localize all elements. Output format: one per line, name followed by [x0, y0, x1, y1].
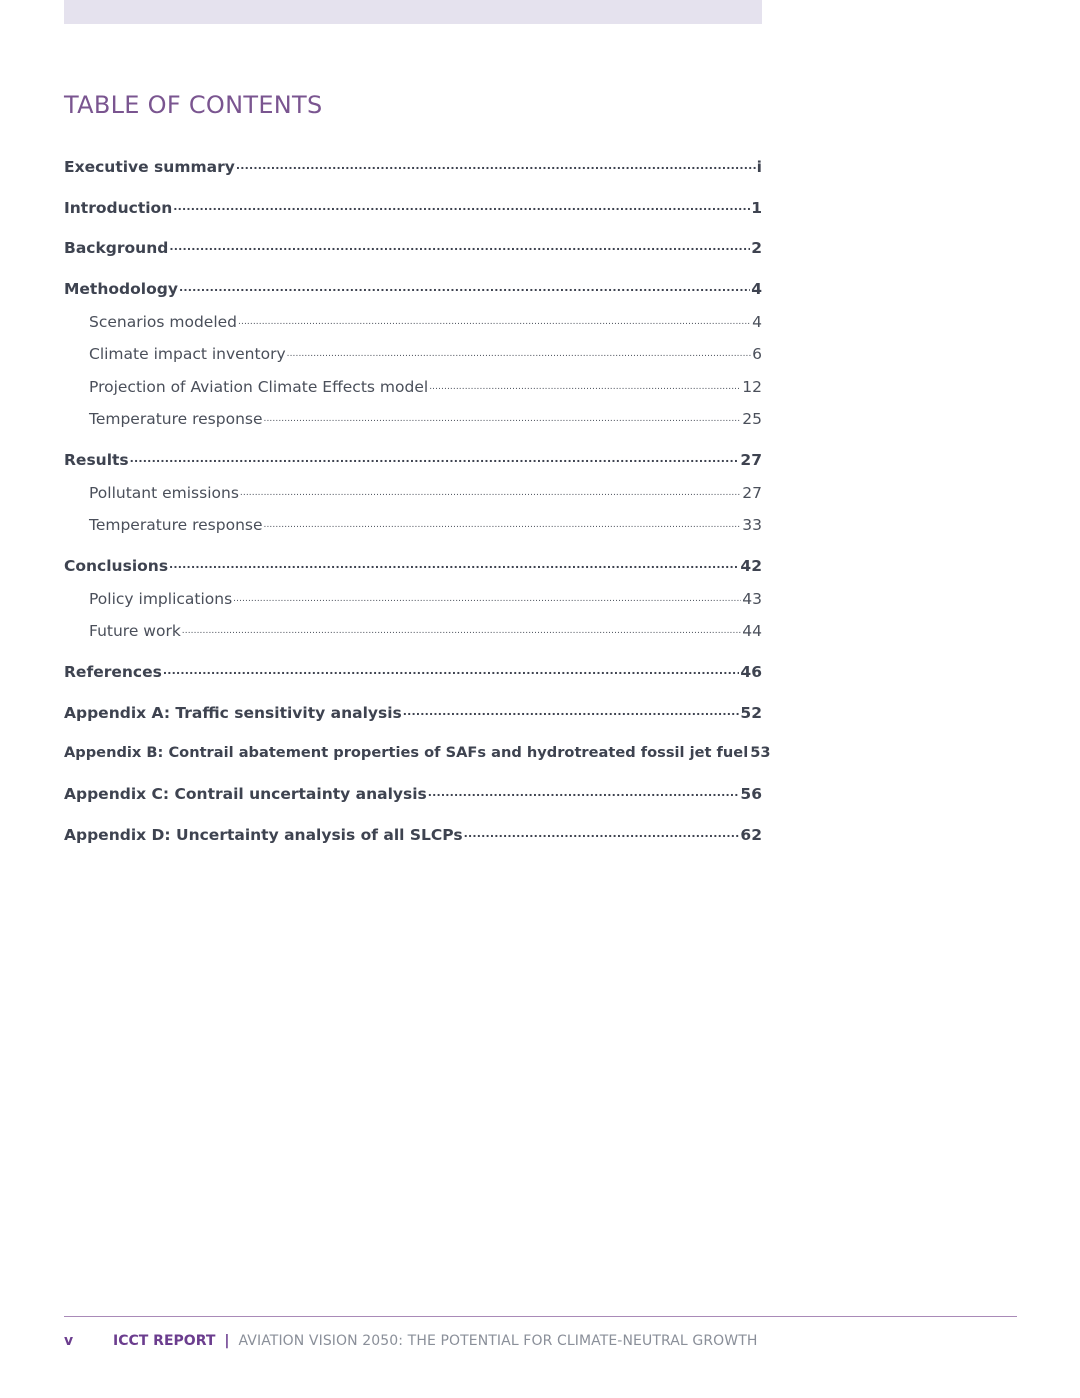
dot-leader — [264, 514, 742, 530]
dot-leader — [130, 449, 740, 465]
footer-separator: | — [224, 1333, 230, 1349]
dot-leader — [403, 702, 740, 718]
toc-entry-references[interactable] — [64, 661, 762, 681]
toc-subentry-aviation-climate-effects-model[interactable] — [89, 376, 762, 396]
dot-leader — [169, 237, 750, 253]
toc-entry-label: Appendix A: Traffic sensitivity analysis — [64, 703, 402, 722]
dot-leader — [233, 588, 741, 604]
dot-leader — [182, 620, 741, 636]
toc-entry-label: Policy implications — [89, 589, 233, 608]
toc-entry-executive-summary[interactable] — [64, 156, 762, 176]
toc-subentry-climate-impact-inventory[interactable] — [89, 343, 762, 363]
dot-leader — [238, 311, 751, 327]
toc-entry-label: Scenarios modeled — [89, 312, 238, 331]
toc-entry-label: Future work — [89, 621, 181, 640]
toc-subentry-policy-implications[interactable] — [89, 588, 762, 608]
toc-entry-page: 56 — [740, 784, 762, 803]
toc-entry-page: 4 — [751, 279, 762, 298]
toc-entry-page: 62 — [740, 825, 762, 844]
dot-leader — [179, 278, 750, 294]
toc-entry-page: i — [756, 157, 762, 176]
toc-entry-label: Methodology — [64, 279, 178, 298]
toc-subentry-future-work[interactable] — [89, 620, 762, 640]
dot-leader — [287, 343, 752, 359]
toc-entry-label: Conclusions — [64, 556, 169, 575]
toc-entry-conclusions[interactable] — [64, 555, 762, 575]
toc-entry-page: 12 — [742, 377, 762, 396]
toc-entry-label: Background — [64, 238, 169, 257]
toc-entry-introduction[interactable] — [64, 197, 762, 217]
dot-leader — [163, 661, 740, 677]
toc-subentry-temperature-response[interactable] — [89, 408, 762, 428]
toc-entry-label: Climate impact inventory — [89, 344, 286, 363]
toc-subentry-pollutant-emissions[interactable] — [89, 482, 762, 502]
dot-leader — [464, 824, 740, 840]
toc-entry-page: 53 — [750, 743, 771, 761]
toc-entry-page: 4 — [752, 312, 762, 331]
dot-leader — [236, 156, 756, 172]
toc-entry-page: 52 — [740, 703, 762, 722]
toc-entry-background[interactable] — [64, 237, 762, 257]
footer-page-number: v — [64, 1333, 74, 1349]
toc-entry-label: References — [64, 662, 162, 681]
toc-entry-appendix-a[interactable] — [64, 702, 762, 722]
toc-entry-page: 27 — [740, 450, 762, 469]
dot-leader — [173, 197, 750, 213]
toc-entry-appendix-c[interactable] — [64, 783, 762, 803]
toc-entry-page: 27 — [742, 483, 762, 502]
toc-entry-label: Executive summary — [64, 157, 235, 176]
toc-entry-page: 42 — [740, 556, 762, 575]
toc-heading: TABLE OF CONTENTS — [64, 91, 323, 119]
dot-leader — [169, 555, 739, 571]
toc-entry-page: 1 — [751, 198, 762, 217]
toc-entry-page: 33 — [742, 515, 762, 534]
toc-subentry-temperature-response[interactable] — [89, 514, 762, 534]
toc-entry-page: 25 — [742, 409, 762, 428]
page-footer — [64, 1333, 1017, 1349]
toc-entry-results[interactable] — [64, 449, 762, 469]
toc-entry-page: 44 — [742, 621, 762, 640]
footer-document-title: AVIATION VISION 2050: THE POTENTIAL FOR CLIMATE-NEUTRAL GROWTH — [238, 1333, 758, 1349]
toc-entry-page: 43 — [742, 589, 762, 608]
toc-entry-page: 46 — [740, 662, 762, 681]
toc-entry-page: 6 — [752, 344, 762, 363]
toc-entry-label: Results — [64, 450, 129, 469]
footer-series-label: ICCT REPORT — [113, 1333, 216, 1349]
toc-subentry-scenarios-modeled[interactable] — [89, 311, 762, 331]
dot-leader — [428, 783, 740, 799]
toc-entry-label: Appendix D: Uncertainty analysis of all SLCPs — [64, 825, 463, 844]
dot-leader — [429, 376, 741, 392]
toc-entry-appendix-b[interactable] — [64, 742, 771, 761]
toc-entry-label: Projection of Aviation Climate Effects model — [89, 377, 429, 396]
toc-entry-label: Temperature response — [89, 515, 263, 534]
dot-leader — [240, 482, 741, 498]
toc-entry-methodology[interactable] — [64, 278, 762, 298]
toc-entry-label: Temperature response — [89, 409, 263, 428]
toc-entry-appendix-d[interactable] — [64, 824, 762, 844]
toc-entry-label: Introduction — [64, 198, 173, 217]
dot-leader — [264, 408, 742, 424]
toc-entry-label: Appendix B: Contrail abatement properties of SAFs and hydrotreated fossil jet fuel — [64, 743, 749, 761]
footer-divider — [64, 1316, 1017, 1317]
toc-entry-label: Appendix C: Contrail uncertainty analysis — [64, 784, 427, 803]
toc-entry-label: Pollutant emissions — [89, 483, 239, 502]
header-band — [64, 0, 762, 24]
toc-entry-page: 2 — [751, 238, 762, 257]
